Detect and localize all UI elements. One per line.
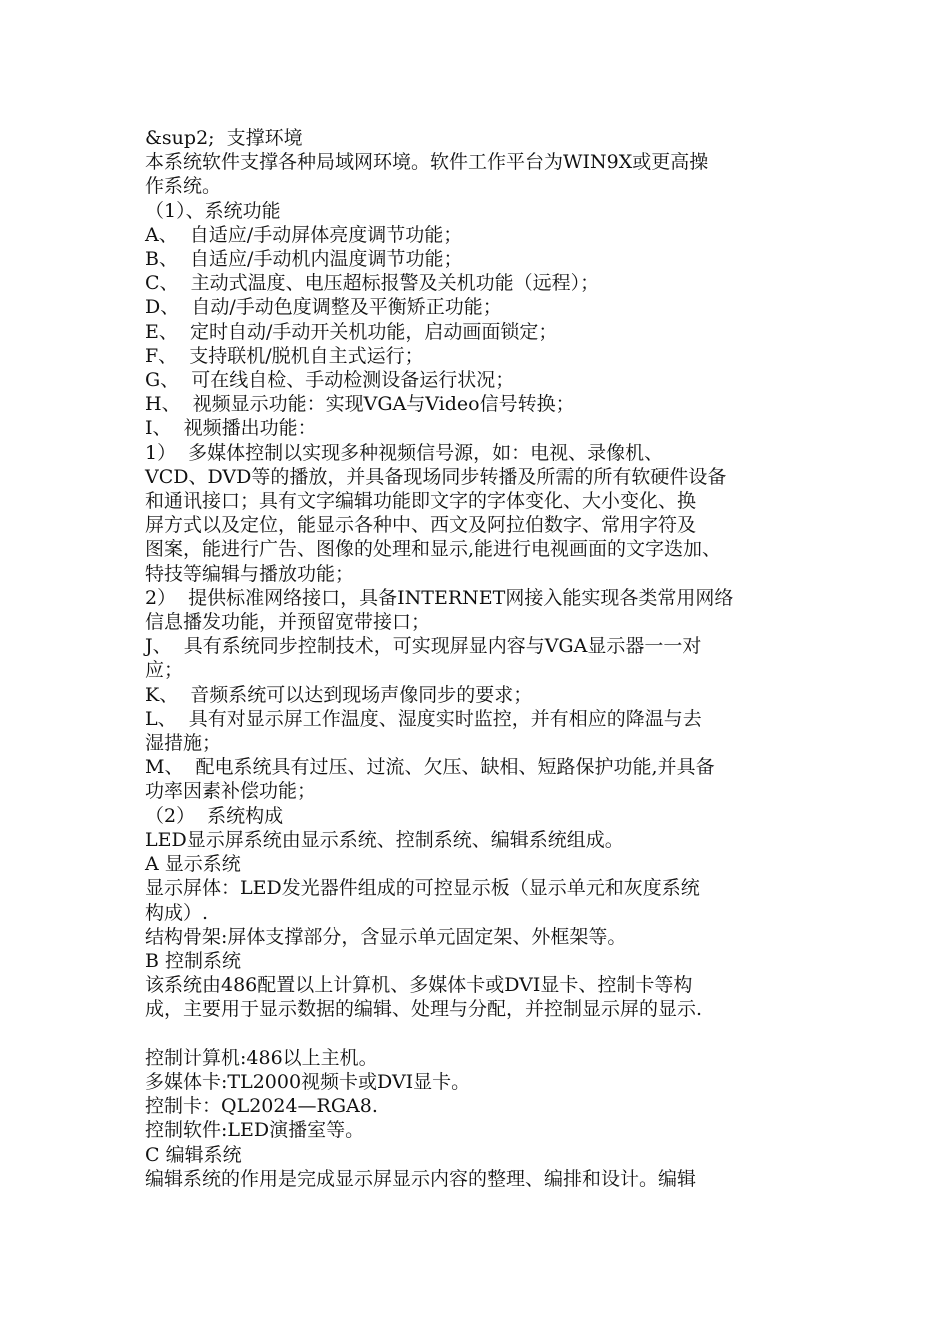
text-line: 作系统。 [145, 175, 222, 198]
text-line: B、 自适应/手动机内温度调节功能； [145, 248, 463, 271]
text-line: 2） 提供标准网络接口，具备INTERNET网接入能实现各类常用网络 [145, 586, 734, 609]
text-line: B 控制系统 [145, 949, 242, 972]
text-line: 显示屏体：LED发光器件组成的可控显示板（显示单元和灰度系统 [145, 877, 700, 900]
document-body [145, 126, 811, 1191]
text-line: C 编辑系统 [145, 1143, 242, 1166]
text-line: I、 视频播出功能： [145, 417, 317, 440]
text-line: 结构骨架:屏体支撑部分，含显示单元固定架、外框架等。 [145, 925, 627, 948]
text-line: &sup2; 支撑环境 [145, 127, 303, 149]
text-line: （2） 系统构成 [145, 804, 284, 827]
text-line: H、 视频显示功能：实现VGA与Video信号转换； [145, 393, 575, 416]
text-line: J、 具有系统同步控制技术，可实现屏显内容与VGA显示器一一对 [145, 635, 702, 658]
text-line: M、 配电系统具有过压、过流、欠压、缺相、短路保护功能,并具备 [145, 756, 715, 779]
blank-line [145, 1022, 811, 1046]
text-line: 成，主要用于显示数据的编辑、处理与分配，并控制显示屏的显示. [145, 998, 703, 1021]
text-line: 构成）. [145, 901, 209, 924]
text-line: 该系统由486配置以上计算机、多媒体卡或DVI显卡、控制卡等构 [145, 974, 693, 997]
text-line: L、 具有对显示屏工作温度、湿度实时监控，并有相应的降温与去 [145, 707, 702, 730]
text-line: E、 定时自动/手动开关机功能，启动画面锁定； [145, 320, 558, 343]
text-line: 屏方式以及定位，能显示各种中、西文及阿拉伯数字、常用字符及 [145, 514, 697, 537]
text-line: 编辑系统的作用是完成显示屏显示内容的整理、编排和设计。编辑 [145, 1167, 697, 1190]
text-line: 本系统软件支撑各种局域网环境。软件工作平台为WIN9X或更高操 [145, 151, 709, 174]
text-line: 特技等编辑与播放功能； [145, 562, 355, 585]
text-line: LED显示屏系统由显示系统、控制系统、编辑系统组成。 [145, 828, 624, 851]
text-line: 多媒体卡:TL2000视频卡或DVI显卡。 [145, 1070, 471, 1093]
text-line: （1）、系统功能 [145, 199, 281, 222]
text-line: 1） 多媒体控制以实现多种视频信号源，如：电视、录像机、 [145, 441, 664, 464]
text-line: 应； [145, 659, 184, 682]
text-line: 图案，能进行广告、图像的处理和显示,能进行电视画面的文字迭加、 [145, 538, 722, 561]
text-line: 控制软件:LED演播室等。 [145, 1119, 365, 1142]
text-line: A、 自适应/手动屏体亮度调节功能； [145, 223, 463, 246]
text-line: K、 音频系统可以达到现场声像同步的要求； [145, 683, 533, 706]
text-line: A 显示系统 [145, 853, 241, 876]
text-line: G、 可在线自检、手动检测设备运行状况； [145, 369, 515, 392]
text-line: C、 主动式温度、电压超标报警及关机功能（远程）； [145, 272, 600, 295]
text-line: 信息播发功能，并预留宽带接口； [145, 611, 431, 634]
text-line: F、 支持联机/脱机自主式运行； [145, 344, 424, 367]
text-line: 控制卡：QL2024—RGA8. [145, 1095, 378, 1118]
text-line: 湿措施； [145, 732, 222, 755]
text-line: 和通讯接口；具有文字编辑功能即文字的字体变化、大小变化、换 [145, 490, 697, 513]
text-line: D、 自动/手动色度调整及平衡矫正功能； [145, 296, 502, 319]
text-line: 控制计算机:486以上主机。 [145, 1046, 378, 1069]
text-line: 功率因素补偿功能； [145, 780, 317, 803]
text-line: VCD、DVD等的播放，并具备现场同步转播及所需的所有软硬件设备 [145, 465, 727, 488]
